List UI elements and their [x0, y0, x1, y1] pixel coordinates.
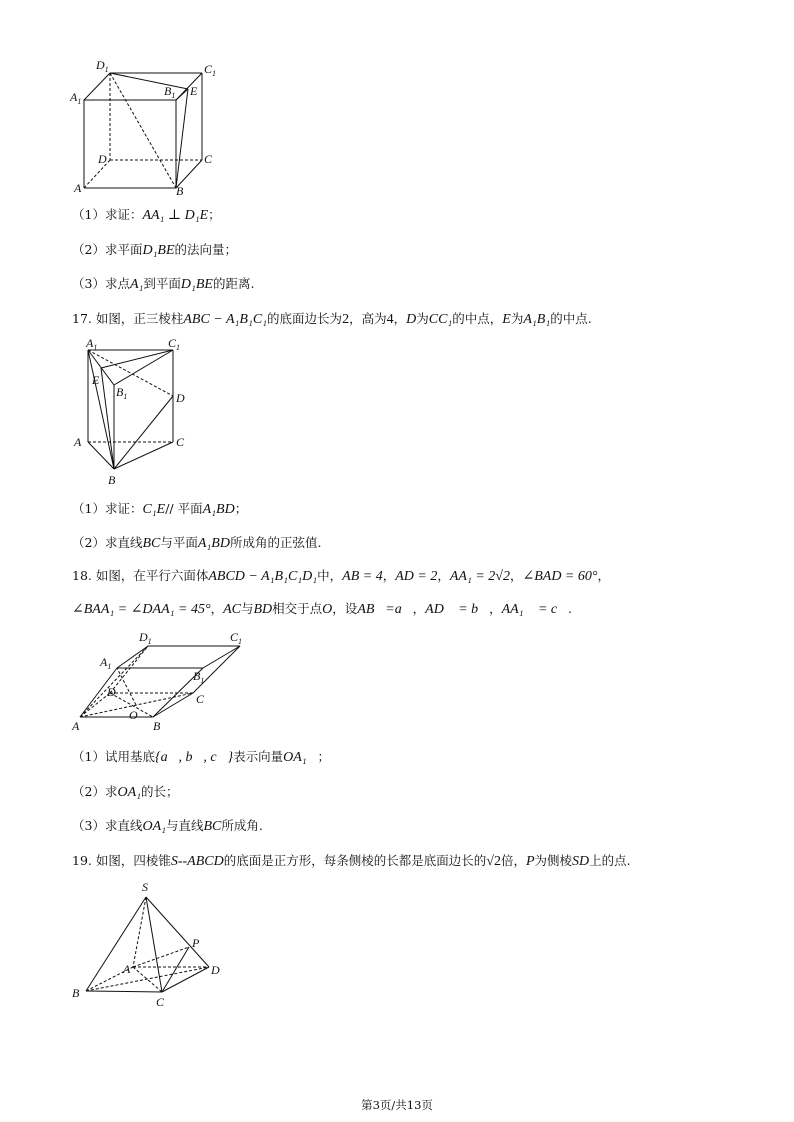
q19-stem: 19. 如图，四棱锥S--ABCD的底面是正方形，每条侧棱的长都是底面边长的√2倍，P为侧棱SD上的点. — [72, 853, 631, 869]
label-B1: $B_1$ — [116, 385, 128, 401]
figure-18-parallelepiped — [70, 628, 250, 738]
label-A: A — [123, 962, 131, 976]
label-D1: $D_1$ — [139, 630, 152, 646]
label-B: B — [153, 719, 161, 733]
label-D1: $D_1$ — [96, 58, 109, 74]
figure-19-pyramid — [70, 877, 240, 1012]
q16-part-3: （3）求点A₁到平面D₁BE的距离. — [72, 276, 255, 292]
label-D: D — [211, 963, 220, 977]
label-D: D — [176, 391, 185, 405]
label-P: P — [192, 936, 200, 950]
q17-part-1: （1）求证：C₁E// 平面A₁BD； — [72, 501, 248, 517]
label-D: D — [107, 685, 116, 699]
label-B: B — [176, 184, 184, 198]
q18-stem-line-1: 18. 如图，在平行六面体ABCD − A₁B₁C₁D₁中，AB = 4，AD = 2，AA₁ = 2√2，∠BAD = 60°， — [72, 568, 610, 584]
q17-part-2: （2）求直线BC与平面A₁BD所成角的正弦值. — [72, 535, 322, 551]
label-A: A — [72, 719, 80, 733]
q18-part-2: （2）求OA₁的长； — [72, 784, 179, 800]
label-B: B — [108, 473, 116, 487]
label-A: A — [74, 181, 82, 195]
q18-part-1: （1）试用基底{a⃗, b⃗, c⃗}表示向量OA₁⃗； — [72, 749, 331, 765]
label-C1: $C_1$ — [204, 62, 217, 78]
label-C: C — [196, 692, 205, 706]
label-D: D — [98, 152, 107, 166]
label-B1: $B_1$ — [193, 669, 205, 685]
label-E: E — [190, 84, 198, 98]
label-A1: $A_1$ — [86, 336, 98, 352]
label-B1: $B_1$ — [164, 84, 176, 100]
q17-stem: 17. 如图，正三棱柱ABC − A₁B₁C₁的底面边长为2，高为4，D为CC₁的中点，E为A₁B₁的中点. — [72, 311, 592, 327]
label-C: C — [156, 995, 165, 1009]
page-number: 第3页/共13页 — [361, 1098, 433, 1112]
label-O: O — [129, 708, 138, 722]
label-B: B — [72, 986, 80, 1000]
label-C: C — [176, 435, 185, 449]
q18-stem-line-2: ∠BAA₁ = ∠DAA₁ = 45°，AC与BD相交于点O，设AB⃗=a⃗，AD⃗ = b⃗，AA₁⃗ = c⃗. — [72, 601, 572, 617]
label-C: C — [204, 152, 213, 166]
q18-part-3: （3）求直线OA₁与直线BC所成角. — [72, 818, 263, 834]
label-A: A — [74, 435, 82, 449]
figure-16-cube — [70, 55, 230, 200]
figure-17-prism — [70, 334, 210, 489]
label-C1: $C_1$ — [168, 336, 181, 352]
q16-part-2: （2）求平面D₁BE的法向量； — [72, 242, 238, 258]
q16-part-1: （1）求证：AA₁ ⊥ D₁E； — [72, 207, 221, 223]
label-S: S — [142, 880, 148, 894]
label-A1: $A_1$ — [70, 90, 82, 106]
label-C1: $C_1$ — [230, 630, 243, 646]
label-A1: $A_1$ — [100, 655, 112, 671]
label-E: E — [92, 373, 100, 387]
